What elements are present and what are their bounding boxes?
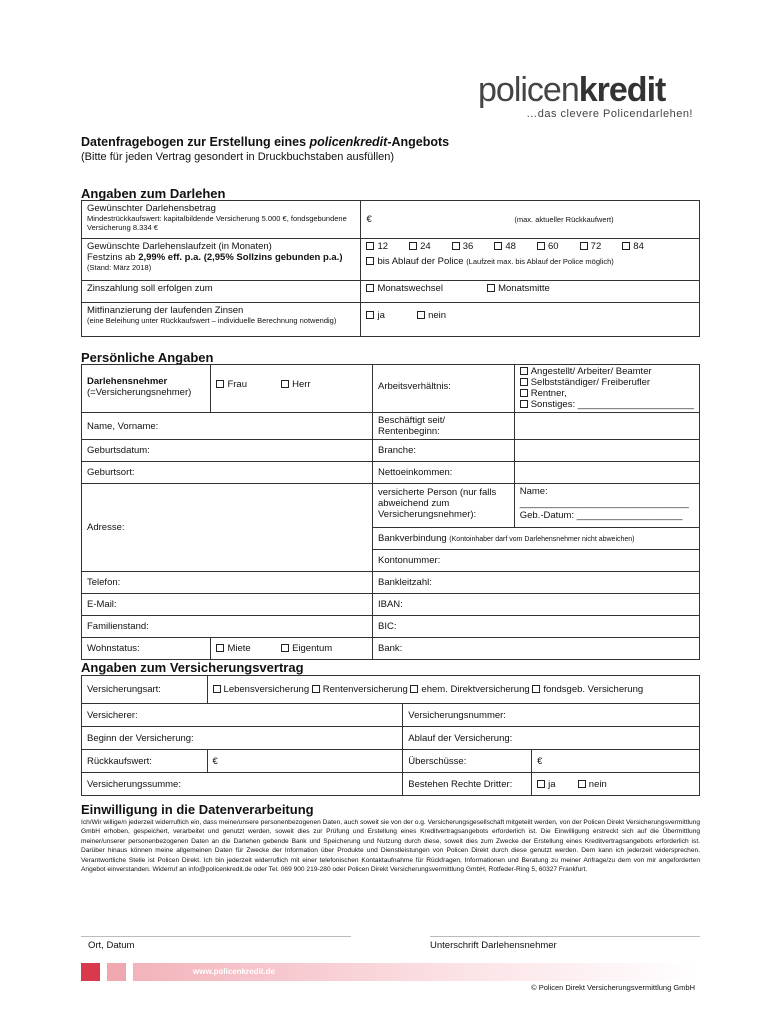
rechte-nein-option[interactable] — [578, 779, 607, 790]
cell-anrede — [211, 365, 373, 413]
arbeit-option-rentner[interactable] — [520, 388, 694, 399]
section-title-einwilligung: Einwilligung in die Datenverarbeitung — [81, 802, 314, 817]
row-mitfinanzierung — [82, 303, 700, 337]
cell-mitfinanz-label — [82, 303, 361, 337]
zinszahlung-label: Zinszahlung soll erfolgen zum — [82, 281, 361, 303]
bic-field[interactable]: BIC: — [372, 616, 699, 638]
arbeitsverhaeltnis-label: Arbeitsverhältnis: — [372, 365, 514, 413]
row-zinszahlung — [82, 281, 700, 303]
footer-url-link[interactable]: www.policenkredit.de — [193, 967, 275, 976]
footer-accent-block — [81, 963, 100, 981]
laufzeit-option-48[interactable] — [494, 241, 534, 252]
betrag-label: Gewünschter Darlehensbetrag — [87, 203, 216, 214]
checkbox-icon — [622, 242, 630, 250]
checkbox-icon — [520, 400, 528, 408]
row-geburtsort — [82, 462, 700, 484]
eigentum-option[interactable] — [281, 643, 332, 654]
monatsmitte-option[interactable] — [487, 283, 550, 294]
option-label: Rentner, — [530, 388, 567, 399]
option-label: ja — [548, 778, 556, 790]
logo-part-2: kredit — [578, 71, 666, 109]
beschaeftigt-label: Beschäftigt seit/ Rentenbeginn: — [372, 413, 514, 440]
arbeit-option-angestellt[interactable] — [520, 366, 694, 377]
row-summe — [82, 773, 700, 796]
row-beginn — [82, 727, 700, 750]
arbeit-option-selbststaendig[interactable] — [520, 377, 694, 388]
checkbox-icon — [537, 780, 545, 788]
option-label: 24 — [420, 241, 431, 252]
wohnstatus-label: Wohnstatus: — [82, 638, 211, 660]
summe-field[interactable]: Versicherungssumme: — [82, 773, 403, 796]
direktversicherung-option[interactable] — [410, 684, 529, 695]
option-label: 36 — [462, 241, 474, 252]
option-label: ehem. Direktversicherung — [421, 684, 530, 695]
mitfinanz-hint: (eine Beleihung unter Rückkaufswert – individuelle Berechnung notwendig) — [87, 316, 337, 325]
document-title — [81, 135, 449, 149]
familienstand-field[interactable]: Familienstand: — [82, 616, 373, 638]
section-title-persoenlich: Persönliche Angaben — [81, 350, 214, 365]
checkbox-icon — [281, 380, 289, 388]
option-label: Lebensversicherung — [223, 684, 310, 695]
name-field[interactable]: Name, Vorname: — [82, 413, 373, 440]
bank-note: (Kontoinhaber darf vom Darlehensnehmer nicht abweichen) — [449, 536, 635, 543]
bank-field[interactable]: Bank: — [372, 638, 699, 660]
betrag-input[interactable] — [361, 201, 700, 239]
logo-tagline: …das clevere Policendarlehen! — [526, 108, 693, 120]
geburtsdatum-field[interactable]: Geburtsdatum: — [82, 440, 373, 462]
mitfinanz-label: Mitfinanzierung der laufenden Zinsen — [87, 305, 244, 316]
option-label: Miete — [227, 643, 251, 654]
mitfinanz-nein-option[interactable] — [417, 310, 446, 321]
option-label: Selbstständiger/ Freiberufler — [530, 377, 651, 388]
vn-label: (=Versicherungsnehmer) — [87, 387, 192, 398]
festzins-prefix: Festzins ab — [87, 252, 139, 263]
cell-versicherte-person[interactable] — [514, 484, 699, 528]
checkbox-icon — [366, 284, 374, 292]
checkbox-icon — [409, 242, 417, 250]
netto-input[interactable] — [514, 462, 699, 484]
checkbox-icon — [578, 780, 586, 788]
email-field[interactable]: E-Mail: — [82, 594, 373, 616]
cell-wohnstatus-options — [211, 638, 373, 660]
copyright-text: © Policen Direkt Versicherungsvermittlung GmbH — [531, 983, 695, 992]
cell-arbeit-options — [514, 365, 699, 413]
row-laufzeit — [82, 239, 700, 281]
checkbox-icon — [520, 367, 528, 375]
rueckkauf-input[interactable]: € — [207, 750, 403, 773]
stand-text: (Stand: März 2018) — [87, 263, 152, 272]
betrag-note: (max. aktueller Rückkaufwert) — [514, 215, 614, 224]
laufzeit-option-72[interactable] — [580, 241, 620, 252]
vp-name-line: ________________________________ — [519, 498, 689, 509]
title-prefix: Datenfragebogen zur Erstellung eines — [81, 135, 310, 149]
euro-sign: € — [366, 214, 372, 225]
versicherer-field[interactable]: Versicherer: — [82, 704, 403, 727]
branche-label: Branche: — [372, 440, 514, 462]
cell-betrag-label — [82, 201, 361, 239]
row-darlehensnehmer — [82, 365, 700, 413]
checkbox-icon — [487, 284, 495, 292]
option-label: 12 — [377, 241, 389, 252]
branche-input[interactable] — [514, 440, 699, 462]
checkbox-icon — [366, 257, 374, 265]
signature-line-ort — [81, 936, 351, 937]
title-italic: policenkredit — [309, 135, 388, 149]
checkbox-icon — [417, 311, 425, 319]
checkbox-icon — [281, 644, 289, 652]
telefon-field[interactable]: Telefon: — [82, 572, 373, 594]
iban-field[interactable]: IBAN: — [372, 594, 699, 616]
kontonummer-field[interactable]: Kontonummer: — [372, 550, 699, 572]
rechte-label: Bestehen Rechte Dritter: — [403, 773, 532, 796]
festzins-text — [87, 252, 355, 263]
checkbox-icon — [216, 380, 224, 388]
rechte-ja-option[interactable] — [537, 779, 575, 790]
row-rueckkauf — [82, 750, 700, 773]
versicherungsnummer-field[interactable]: Versicherungsnummer: — [403, 704, 700, 727]
ablauf-note: (Laufzeit max. bis Ablauf der Police möglich) — [466, 257, 614, 266]
unterschrift-label: Unterschrift Darlehensnehmer — [430, 940, 557, 951]
row-telefon — [82, 572, 700, 594]
geburtsort-field[interactable]: Geburtsort: — [82, 462, 373, 484]
vp-name-label: Name: — [519, 486, 548, 497]
fondsgeb-option[interactable] — [532, 684, 643, 695]
row-versicherungsart — [82, 676, 700, 704]
footer-bar — [81, 963, 700, 981]
laufzeit-options — [366, 241, 694, 252]
adresse-field[interactable]: Adresse: — [82, 484, 373, 572]
option-label: Angestellt/ Arbeiter/ Beamter — [530, 366, 652, 377]
option-label: Monatswechsel — [377, 283, 443, 294]
brand-logo — [478, 72, 693, 120]
document-subtitle: (Bitte für jeden Vertrag gesondert in Druckbuchstaben ausfüllen) — [81, 151, 395, 163]
checkbox-icon — [366, 311, 374, 319]
beschaeftigt-input[interactable] — [514, 413, 699, 440]
option-label: Rentenversicherung — [322, 684, 408, 695]
footer-gradient-bar — [133, 963, 700, 981]
option-label: ja — [377, 310, 385, 321]
cell-zinszahlung-options — [361, 281, 700, 303]
herr-option[interactable] — [281, 379, 310, 390]
option-label: Monatsmitte — [498, 283, 550, 294]
checkbox-icon — [410, 685, 418, 693]
row-versicherer — [82, 704, 700, 727]
checkbox-icon — [520, 378, 528, 386]
row-wohnstatus — [82, 638, 700, 660]
versicherung-table — [81, 675, 700, 796]
cell-darlehensnehmer — [82, 365, 211, 413]
cell-laufzeit-options — [361, 239, 700, 281]
option-label: nein — [428, 310, 447, 321]
betrag-hint: Mindestrückkaufswert: kapitalbildende Versicherung 5.000 €, fondsgebundene Versicherung 8.334 € — [87, 214, 347, 232]
darlehensnehmer-label: Darlehensnehmer — [87, 376, 168, 387]
darlehen-table — [81, 200, 700, 337]
row-familienstand — [82, 616, 700, 638]
checkbox-icon — [216, 644, 224, 652]
section-title-versicherung: Angaben zum Versicherungsvertrag — [81, 660, 304, 675]
checkbox-icon — [532, 685, 540, 693]
option-label: fondsgeb. Versicherung — [543, 684, 644, 695]
vp-geb-label: Geb.-Datum: ____________________ — [519, 510, 683, 521]
checkbox-icon — [452, 242, 460, 250]
ueberschuesse-label: Überschüsse: — [403, 750, 532, 773]
ort-datum-label: Ort, Datum — [88, 940, 135, 951]
option-label: Eigentum — [292, 643, 333, 654]
cell-laufzeit-label — [82, 239, 361, 281]
bankverbindung-label: Bankverbindung — [377, 533, 447, 544]
option-label: Herr — [292, 379, 311, 390]
versicherte-person-label: versicherte Person (nur falls abweichend zum Versicherungsnehmer): — [372, 484, 514, 528]
checkbox-icon — [312, 685, 320, 693]
checkbox-icon — [213, 685, 221, 693]
option-label: 84 — [633, 241, 644, 252]
mitfinanz-ja-option[interactable] — [366, 310, 414, 321]
miete-option[interactable] — [216, 643, 278, 654]
title-suffix: -Angebots — [387, 135, 450, 149]
laufzeit-option-36[interactable] — [452, 241, 492, 252]
festzins-rate: 2,99% eff. p.a. (2,95% Sollzins gebunden p.a.) — [138, 252, 343, 263]
option-label: 60 — [548, 241, 559, 252]
ablauf-label: bis Ablauf der Police — [377, 256, 464, 267]
monatswechsel-option[interactable] — [366, 283, 484, 294]
row-darlehensbetrag — [82, 201, 700, 239]
row-geburtsdatum — [82, 440, 700, 462]
checkbox-icon — [537, 242, 545, 250]
checkbox-icon — [366, 242, 374, 250]
footer-accent-block-light — [107, 963, 126, 981]
netto-label: Nettoeinkommen: — [372, 462, 514, 484]
checkbox-icon — [580, 242, 588, 250]
persoenlich-table — [81, 364, 700, 660]
ablauf-option[interactable] — [366, 256, 694, 267]
cell-versicherungsart-options — [207, 676, 699, 704]
arbeit-option-sonstiges[interactable] — [520, 399, 694, 410]
logo-wordmark — [478, 72, 693, 108]
option-label: 48 — [505, 241, 516, 252]
cell-rechte-options — [532, 773, 700, 796]
option-label: nein — [588, 778, 607, 790]
signature-line-unterschrift — [430, 936, 700, 937]
option-label: Frau — [227, 379, 247, 390]
beginn-field[interactable]: Beginn der Versicherung: — [82, 727, 403, 750]
laufzeit-option-12[interactable] — [366, 241, 406, 252]
cell-bankverbindung — [372, 528, 699, 550]
frau-option[interactable] — [216, 379, 278, 390]
ablauf-field[interactable]: Ablauf der Versicherung: — [403, 727, 700, 750]
row-name — [82, 413, 700, 440]
laufzeit-label: Gewünschte Darlehenslaufzeit (in Monaten) — [87, 241, 272, 252]
logo-part-1: policen — [478, 71, 579, 109]
row-versicherte-person — [82, 484, 700, 528]
rentenversicherung-option[interactable] — [312, 684, 408, 695]
cell-mitfinanz-options — [361, 303, 700, 337]
rueckkauf-label: Rückkaufswert: — [82, 750, 208, 773]
checkbox-icon — [494, 242, 502, 250]
ueberschuesse-input[interactable]: € — [532, 750, 700, 773]
blz-field[interactable]: Bankleitzahl: — [372, 572, 699, 594]
laufzeit-option-24[interactable] — [409, 241, 449, 252]
section-title-darlehen: Angaben zum Darlehen — [81, 186, 226, 201]
option-label: Sonstiges: ______________________ — [530, 399, 694, 410]
lebensversicherung-option[interactable] — [213, 684, 310, 695]
versicherungsart-label: Versicherungsart: — [82, 676, 208, 704]
option-label: 72 — [590, 241, 602, 252]
laufzeit-option-60[interactable] — [537, 241, 577, 252]
consent-text: Ich/Wir willige/n jederzeit widerruflich ein, dass meine/unsere personenbezogenen Daten, auch soweit sie von der o.g. Versicherungsgesellschaft mitgeteilt werden, von der Policen Direkt Versicherungsvermittlung GmbH erhoben, gespeichert, verarbeitet und genutzt werden, soweit dies zur Prüfung und Erstellung eines Kreditvertragsangebots erforderlich ist. Die Einwilligung erstreckt sich auf die Übermittlung meiner/unserer personenbezogenen Daten an die Darlehen gebende Bank und Speicherung und Nutzung durch diese, soweit dies zum Zwecke der Erstellung eines Kreditvertragsangebots erforderlich ist. Darüber hinaus können meine allgemeinen Daten für Zwecke der Information über Produkte und Dienstleistungen von Policen Direkt durch diese genutzt werden. Dem kann ich jederzeit widersprechen. Verantwortliche Stelle ist Policen Direkt. Ich bin jederzeit widerruflich mit einer telefonischen Kontaktaufnahme für Rückfragen, Informationen und Beratung zu meiner Anfrage/zu dem von mir angeforderten Angebot einverstanden. Widerruf an info@policenkredit.de oder Tel. 069 900 219-280 oder Policen Direkt Versicherungsvermittlung GmbH, Rotfeder-Ring 5, 60327 Frankfurt. — [81, 819, 700, 874]
checkbox-icon — [520, 389, 528, 397]
laufzeit-option-84[interactable] — [622, 241, 658, 252]
row-email — [82, 594, 700, 616]
